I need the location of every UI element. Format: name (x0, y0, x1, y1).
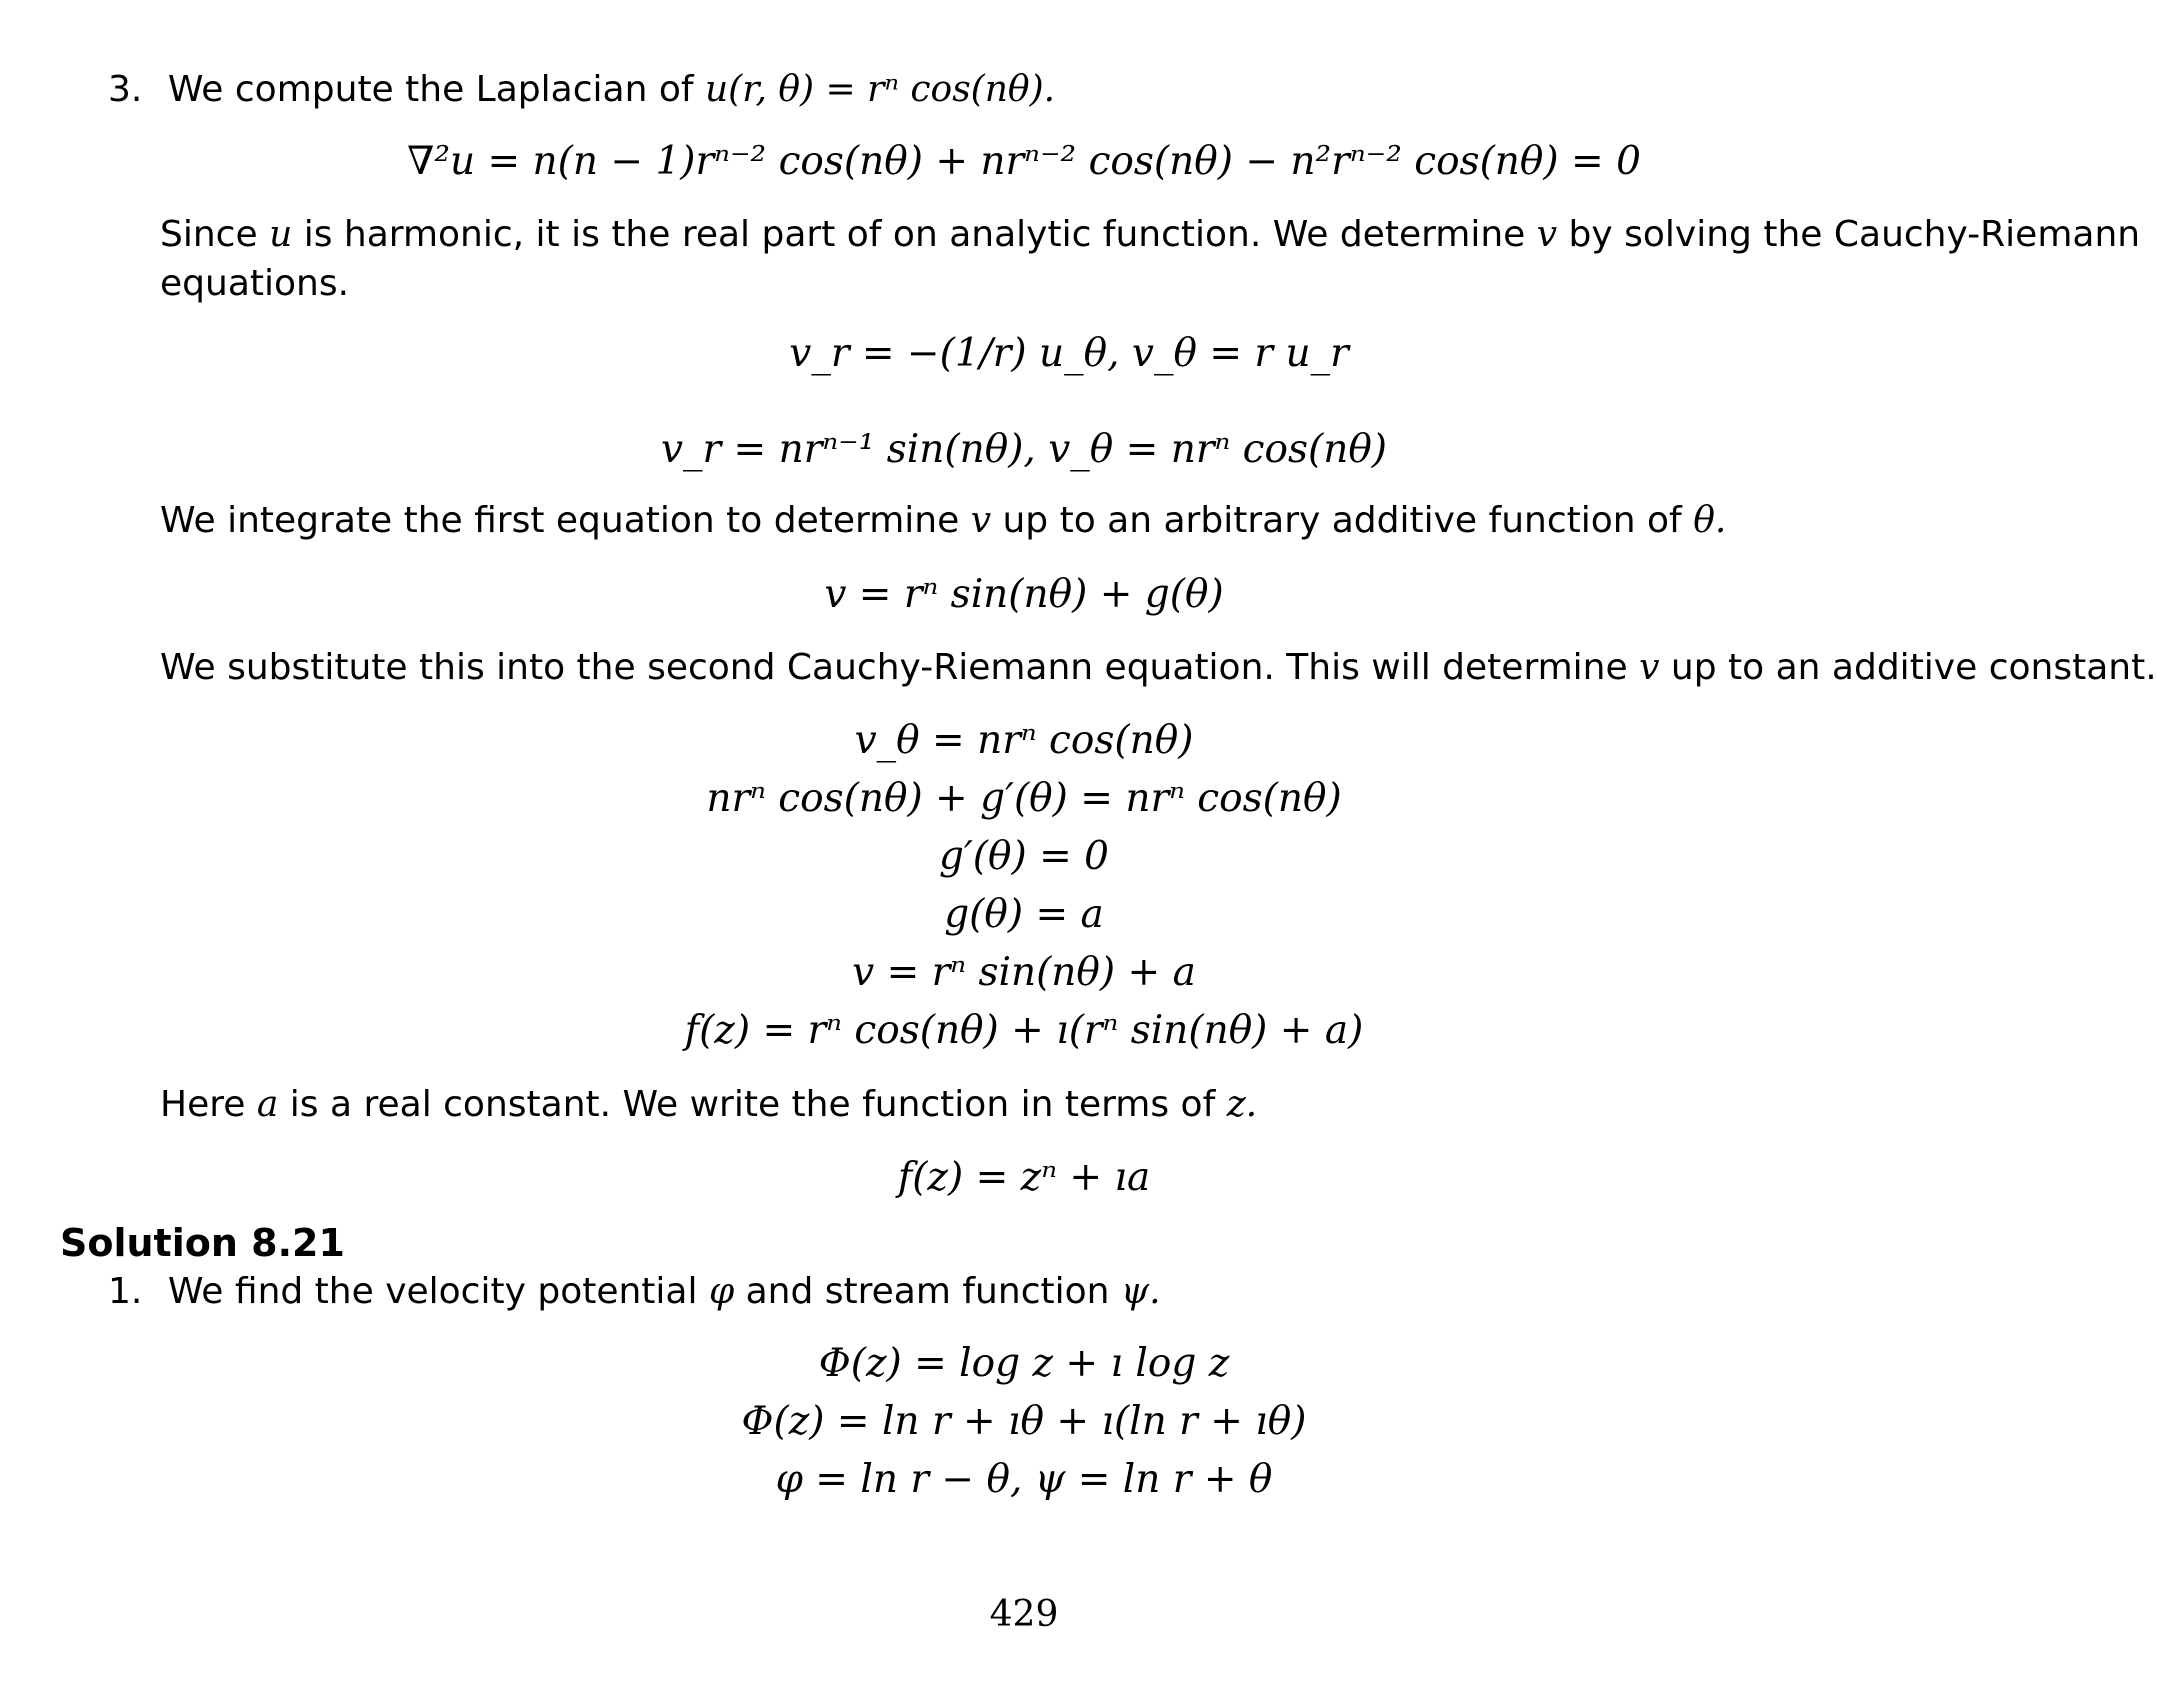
final-equation: f(z) = zⁿ + ıa (897, 1155, 1151, 1200)
solution-equation-3: φ = ln r − θ, ψ = ln r + θ (775, 1457, 1273, 1502)
item-number: 3. (108, 69, 143, 110)
harmonic-paragraph-line1: Since u is harmonic, it is the real part of on analytic function. We determine v by solving the Cauchy-Riemann (160, 214, 2141, 255)
solution-equation-1: Φ(z) = log z + ı log z (818, 1341, 1230, 1386)
harmonic-paragraph-line2: equations. (160, 263, 350, 304)
intro-text: We compute the Laplacian of (167, 69, 694, 110)
substitute-paragraph: We substitute this into the second Cauchy-Riemann equation. This will determine v up to an additive constant. (160, 647, 2157, 688)
cauchy-riemann-equation-2: v_r = nrⁿ⁻¹ sin(nθ), v_θ = nrⁿ cos(nθ) (660, 427, 1388, 472)
solution-heading: Solution 8.21 (60, 1221, 345, 1265)
solution-equation-2: Φ(z) = ln r + ıθ + ı(ln r + ıθ) (741, 1399, 1307, 1444)
intro-math: u(r, θ) = rⁿ cos(nθ). (704, 69, 1056, 110)
sub-equation-2: nrⁿ cos(nθ) + g′(θ) = nrⁿ cos(nθ) (706, 776, 1342, 821)
v-equation: v = rⁿ sin(nθ) + g(θ) (824, 572, 1224, 617)
solution-item-1: 1. We find the velocity potential φ and stream function ψ. (108, 1271, 1161, 1312)
sub-equation-6: f(z) = rⁿ cos(nθ) + ı(rⁿ sin(nθ) + a) (684, 1008, 1364, 1053)
item-3-line (108, 68, 1055, 112)
integrate-paragraph: We integrate the first equation to determine v up to an arbitrary additive function of θ. (160, 500, 1727, 541)
page-number: 429 (989, 1594, 1059, 1635)
laplacian-equation: ∇²u = n(n − 1)rⁿ⁻² cos(nθ) + nrⁿ⁻² cos(nθ) − n²rⁿ⁻² cos(nθ) = 0 (407, 139, 1641, 184)
here-paragraph: Here a is a real constant. We write the function in terms of z. (160, 1084, 1258, 1125)
sub-equation-4: g(θ) = a (944, 892, 1104, 937)
sub-equation-5: v = rⁿ sin(nθ) + a (852, 950, 1196, 995)
cauchy-riemann-equation-1: v_r = −(1/r) u_θ, v_θ = r u_r (789, 331, 1349, 376)
sub-equation-1: v_θ = nrⁿ cos(nθ) (854, 718, 1194, 763)
sub-equation-3: g′(θ) = 0 (938, 834, 1109, 879)
